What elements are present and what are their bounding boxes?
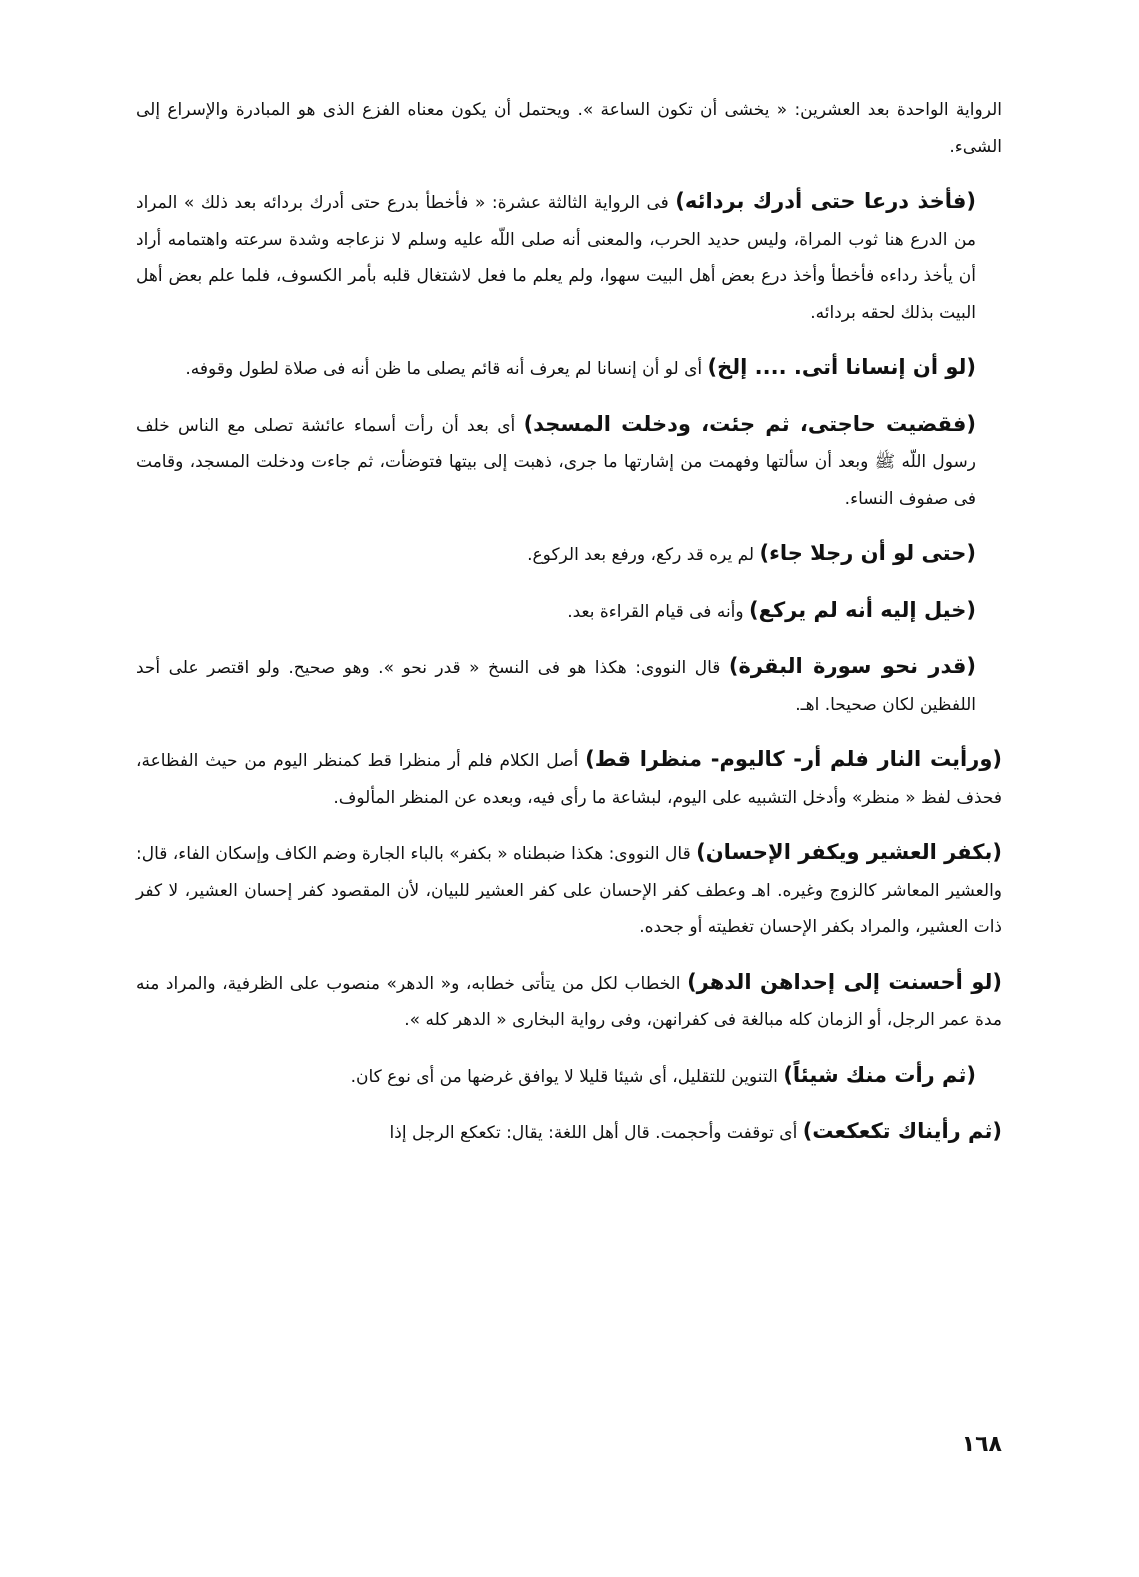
paragraph-12-lemma: (ثم رأيناك تكعكعت) — [802, 1119, 1002, 1143]
paragraph-7-text: قال النووى: هكذا هو فى النسخ « قدر نحو ». وهو صحيح. ولو اقتصر على أحد اللفظين لكان صحيحا. اهـ. — [136, 658, 976, 715]
paragraph-8-lemma: (ورأيت النار فلم أر- كاليوم- منظرا قط) — [585, 747, 1002, 771]
paragraph-9-lemma: (بكفر العشير ويكفر الإحسان) — [696, 840, 1002, 864]
paragraph-6-lemma: (خيل إليه أنه لم يركع) — [749, 597, 976, 622]
paragraph-2-text: فى الرواية الثالثة عشرة: « فأخطأ بدرع حتى أدرك بردائه بعد ذلك » المراد من الدرع هنا ثوب المراة، وليس حديد الحرب، والمعنى أنه صلى اللّه عليه وسلم لا نزعاجه وشدة سرعته واهتمامه أراد أن يأخذ رداءه فأخطأ وأخذ درع بعض أهل البيت سهوا، ولم يعلم ما فعل لاشتغال قلبه بأمر الكسوف، فلما علم بعض أهل البيت بذلك لحقه بردائه. — [136, 193, 976, 323]
paragraph-6-text: وأنه فى قيام القراءة بعد. — [567, 601, 750, 622]
paragraph-12-text: أى توقفت وأحجمت. قال أهل اللغة: يقال: تكعكع الرجل إذا — [389, 1123, 803, 1143]
paragraph-7 — [136, 648, 1002, 723]
page-number: ١٦٨ — [961, 1432, 1002, 1457]
paragraph-3-lemma: (لو أن إنسانا أتى. .... إلخ) — [707, 355, 976, 379]
paragraph-4-text: أى بعد أن رأت أسماء عائشة تصلى مع الناس خلف رسول اللّه ﷺ وبعد أن سألتها وفهمت من إشارتها ما جرى، ذهبت إلى بيتها فتوضأت، ثم جاءت ودخلت المسجد، وقامت فى صفوف النساء. — [136, 415, 976, 509]
paragraph-7-lemma: (قدر نحو سورة البقرة) — [728, 654, 976, 678]
paragraph-1 — [136, 92, 1002, 165]
paragraph-11-lemma: (ثم رأت منك شيئاً) — [783, 1062, 976, 1087]
paragraph-5-lemma: (حتى لو أن رجلا جاء) — [759, 541, 976, 565]
paragraph-1-text: الرواية الواحدة بعد العشرين: « يخشى أن تكون الساعة ». ويحتمل أن يكون معناه الفزع الذى هو المبادرة والإسراع إلى الشىء. — [136, 100, 1002, 157]
paragraph-8 — [136, 741, 1002, 816]
paragraph-4-lemma: (فقضيت حاجتى، ثم جئت، ودخلت المسجد) — [523, 411, 976, 436]
paragraph-4 — [136, 406, 1002, 518]
paragraph-5 — [136, 535, 1002, 574]
paragraph-10 — [136, 964, 1002, 1039]
paragraph-2-lemma: (فأخذ درعا حتى أدرك بردائه) — [675, 189, 976, 213]
paragraph-12 — [136, 1113, 1002, 1152]
paragraph-9-text: قال النووى: هكذا ضبطناه « بكفر» بالباء الجارة وضم الكاف وإسكان الفاء، قال: والعشير المعاشر كالزوج وغيره. اهـ وعطف كفر الإحسان على كفر العشير للبيان، لأن المقصود كفر إحسان العشير، لا كفر ذات العشير، والمراد بكفر الإحسان تغطيته أو جحده. — [136, 844, 1002, 937]
paragraph-11 — [136, 1057, 1002, 1096]
paragraph-2 — [136, 183, 1002, 331]
paragraph-6 — [136, 592, 1002, 631]
page-body — [136, 92, 1002, 1170]
paragraph-9 — [136, 834, 1002, 946]
paragraph-5-text: لم يره قد ركع، ورفع بعد الركوع. — [527, 545, 760, 565]
paragraph-3 — [136, 349, 1002, 388]
paragraph-11-text: التنوين للتقليل، أى شيئا قليلا لا يوافق غرضها من أى نوع كان. — [350, 1066, 784, 1087]
paragraph-10-lemma: (لو أحسنت إلى إحداهن الدهر) — [687, 969, 1002, 994]
paragraph-3-text: أى لو أن إنسانا لم يعرف أنه قائم يصلى ما ظن أنه فى صلاة لطول وقوفه. — [185, 359, 708, 379]
paragraph-8-text: أصل الكلام فلم أر منظرا قط كمنظر اليوم من حيث الفظاعة، فحذف لفظ « منظر» وأدخل التشبيه على اليوم، لبشاعة ما رأى فيه، وبعده عن المنظر المألوف. — [136, 751, 1002, 808]
paragraph-10-text: الخطاب لكل من يتأتى خطابه، و« الدهر» منصوب على الظرفية، والمراد منه مدة عمر الرجل، أو الزمان كله مبالغة فى كفرانهن، وفى رواية البخارى « الدهر كله ». — [136, 973, 1002, 1030]
